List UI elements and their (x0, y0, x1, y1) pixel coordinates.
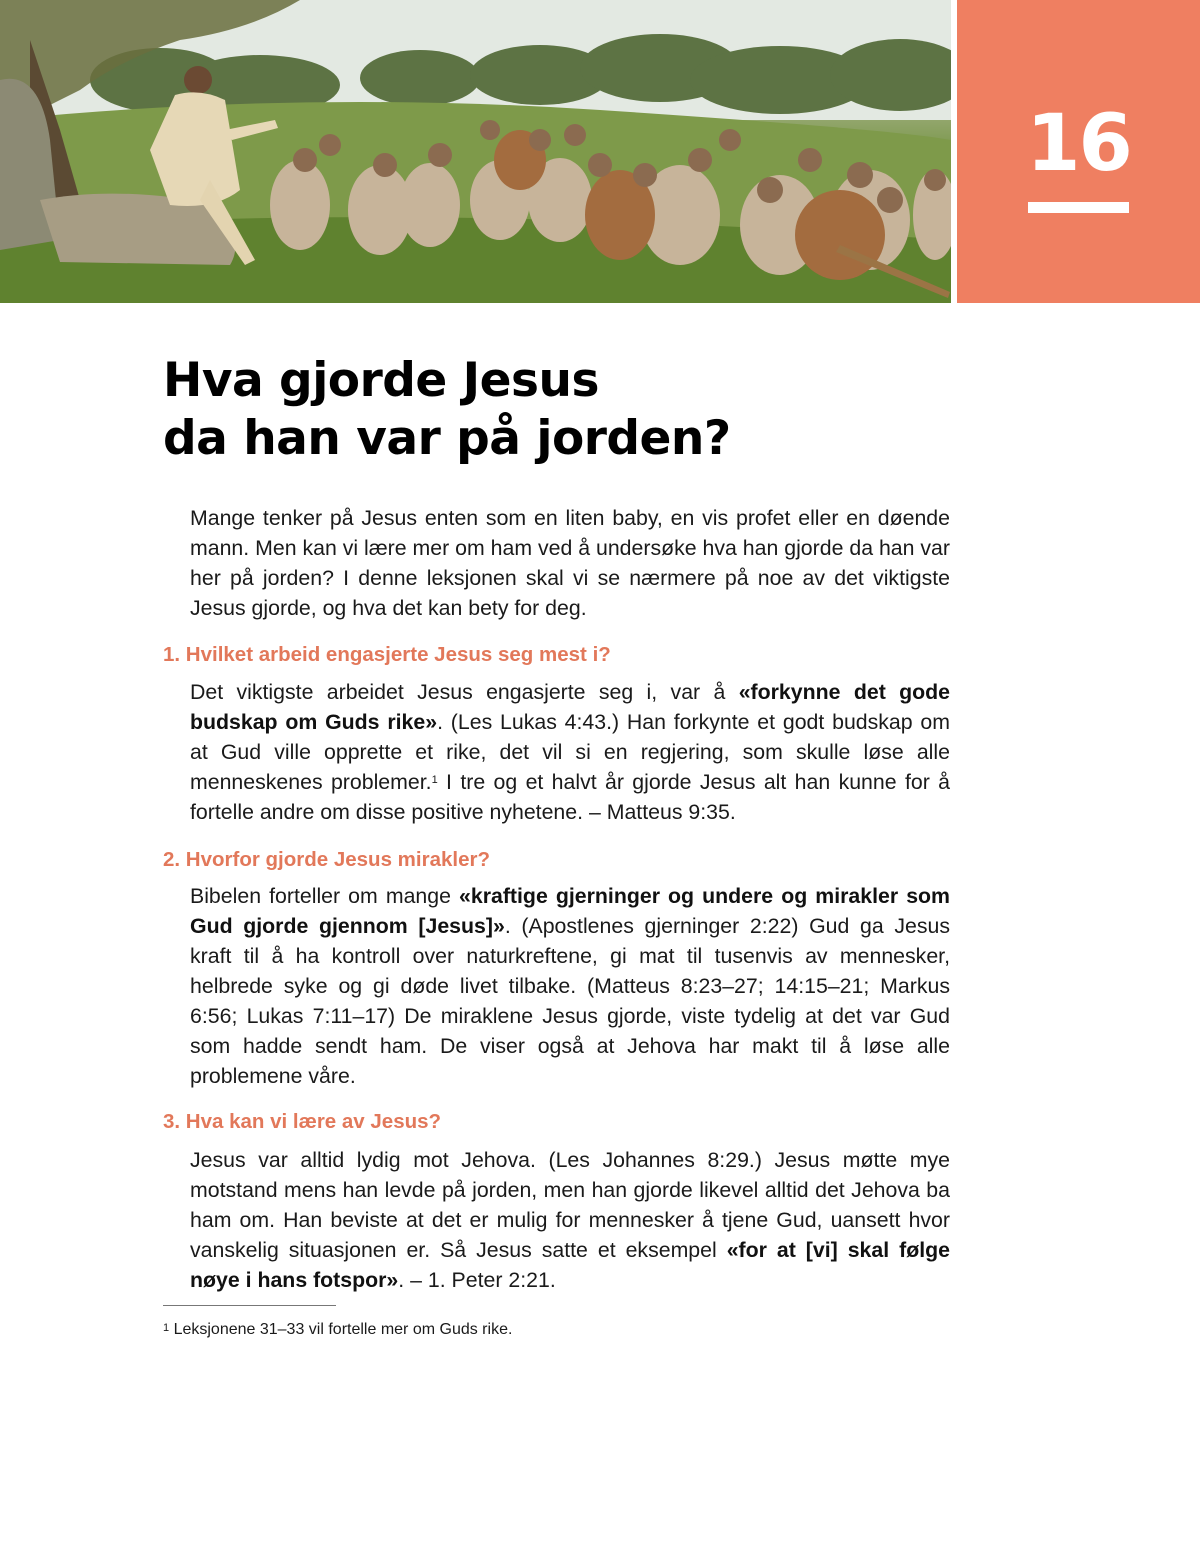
footnote (163, 1319, 512, 1341)
title-line-2: da han var på jorden? (163, 411, 731, 466)
bold-quote: «kraftige gjerninger og undere og mirakler som Gud gjorde gjennom [Jesus]» (190, 884, 950, 938)
bold-quote: «for at [vi] skal følge nøye i hans fotspor» (190, 1238, 950, 1292)
chapter-number: 16 (1026, 99, 1131, 189)
footnote-reference[interactable]: 1 (431, 774, 438, 786)
question-heading-3: 3. Hva kan vi lære av Jesus? (163, 1110, 442, 1133)
footnote-divider (163, 1305, 336, 1306)
bold-quote: «forkynne det gode budskap om Guds rike» (190, 680, 951, 734)
footnote-text: Leksjonene 31–33 vil fortelle mer om Guds rike. (169, 1321, 513, 1338)
hero-illustration (0, 0, 951, 303)
text-span: . (Apostlenes gjerninger 2:22) Gud ga Jesus kraft til å ha kontroll over naturkreftene, gi mat til tusenvis av mennesker, helbrede syke og gi døde livet tilbake. (Matteus 8:23–27; 14:15–21; Markus 6:56; Lukas 7:11–17) De miraklene Jesus gjorde, viste tydelig at det var Gud som hadde sendt ham. De viser også at Jehova har makt til å løse alle problemene våre. (190, 914, 951, 1088)
intro-paragraph: Mange tenker på Jesus enten som en liten baby, en vis profet eller en døende mann. Men kan vi lære mer om ham ved å undersøke hva han gjorde da han var her på jorden? I denne leksjonen skal vi se nærmere på noe av det viktigste Jesus gjorde, og hva det kan bety for deg. (190, 506, 950, 620)
answer-paragraph-3 (190, 1145, 950, 1295)
question-heading-2: 2. Hvorfor gjorde Jesus mirakler? (163, 848, 490, 871)
text-span: Bibelen forteller om mange (190, 884, 460, 908)
question-heading-1: 1. Hvilket arbeid engasjerte Jesus seg mest i? (163, 643, 611, 666)
page-title (163, 352, 923, 468)
text-span: Det viktigste arbeidet Jesus engasjerte seg i, var å (190, 680, 739, 704)
text-span: I tre og et halvt år gjorde Jesus alt han kunne for å fortelle andre om disse positive nyhetene. – Matteus 9:35. (190, 770, 950, 824)
answer-paragraph-1 (190, 677, 950, 827)
text-span: . (Les Lukas 4:43.) Han forkynte et godt budskap om at Gud ville opprette et rike, det vil si en regjering, som skulle løse alle menneskenes problemer. (190, 710, 951, 794)
chapter-underline (1028, 202, 1129, 213)
answer-paragraph-2 (190, 881, 950, 1091)
chapter-badge (957, 0, 1200, 303)
hero-photo (0, 0, 951, 303)
text-span: Jesus var alltid lydig mot Jehova. (Les Johannes 8:29.) Jesus møtte mye motstand mens han levde på jorden, men han gjorde likevel alltid det Jehova ba ham om. Han beviste at det er mulig for mennesker å tjene Gud, uansett hvor vanskelig situasjonen er. Så Jesus satte et eksempel (190, 1148, 950, 1262)
footnote-number: 1 (163, 1322, 170, 1334)
text-span: . – 1. Peter 2:21. (398, 1268, 556, 1292)
title-line-1: Hva gjorde Jesus (163, 353, 599, 408)
